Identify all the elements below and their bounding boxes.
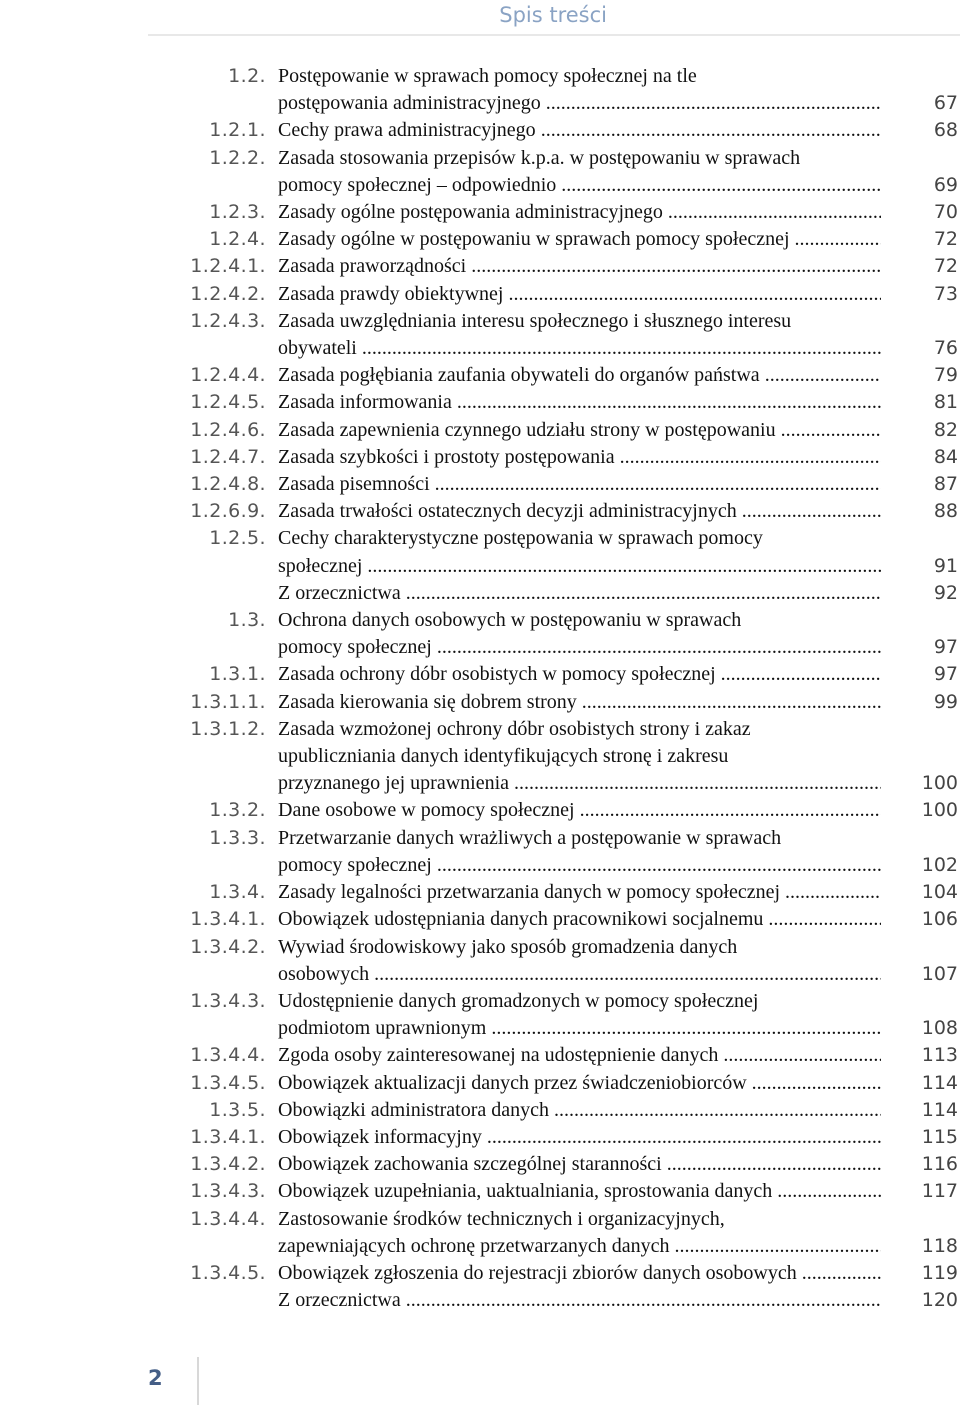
toc-entry-title xyxy=(278,906,881,933)
toc-entry-title-line: Zasada szybkości i prostoty postępowania ..... xyxy=(278,444,881,471)
toc-entry-number: 1.2. xyxy=(228,65,266,87)
toc-entry-title-line: Zasady legalności przetwarzania danych w pomocy społecznej ..... xyxy=(278,879,881,906)
toc-entry-number: 1.2.6.9. xyxy=(190,500,266,523)
toc-entry[interactable] xyxy=(0,1206,960,1260)
toc-entry-title xyxy=(278,444,881,471)
toc-entry-number: 1.3.1.1. xyxy=(190,690,266,713)
toc-entry[interactable] xyxy=(0,879,960,906)
toc-entry[interactable] xyxy=(0,1042,960,1069)
toc-entry-page: 114 xyxy=(921,1071,958,1094)
toc-entry-title-line: osobowych ..... xyxy=(278,961,881,988)
toc-entry-number: 1.2.4.7. xyxy=(190,445,266,468)
toc-entry-title-line: Obowiązek udostępniania danych pracownikowi socjalnemu ..... xyxy=(278,906,881,933)
footer-divider xyxy=(197,1357,199,1405)
toc-entry-number: 1.3.5. xyxy=(209,1098,266,1121)
toc-entry-page: 79 xyxy=(933,364,958,387)
toc-entry[interactable] xyxy=(0,117,960,144)
toc-entry[interactable] xyxy=(0,1287,960,1314)
toc-entry-title xyxy=(278,1042,881,1069)
toc-entry-number: 1.3.4.5. xyxy=(190,1071,266,1094)
toc-entry-title-line: Z orzecznictwa ..... xyxy=(278,1287,881,1314)
toc-entry-title xyxy=(278,362,881,389)
toc-entry-title xyxy=(278,1287,881,1314)
toc-entry-title-line: Cechy charakterystyczne postępowania w sprawach pomocy xyxy=(278,527,763,550)
toc-entry-page: 69 xyxy=(933,173,958,196)
toc-entry-title-line: Zasada prawdy obiektywnej ..... xyxy=(278,281,881,308)
toc-entry-title xyxy=(278,389,881,416)
toc-entry-title-line: Zasada praworządności ..... xyxy=(278,253,881,280)
toc-entry[interactable] xyxy=(0,607,960,661)
toc-entry-page: 73 xyxy=(933,282,958,305)
toc-entry-title-line: społecznej ..... xyxy=(278,553,881,580)
toc-entry-title xyxy=(278,417,881,444)
toc-entry-title-line: postępowania administracyjnego ..... xyxy=(278,90,881,117)
toc-entry-title-line: Wywiad środowiskowy jako sposób gromadzenia danych xyxy=(278,935,738,958)
toc-entry-title-line: Postępowanie w sprawach pomocy społecznej na tle xyxy=(278,65,697,87)
toc-entry-page: 113 xyxy=(921,1044,958,1067)
toc-entry-title xyxy=(278,1097,881,1124)
toc-entry-number: 1.3.3. xyxy=(209,826,266,849)
toc-entry[interactable] xyxy=(0,145,960,199)
toc-entry-title xyxy=(278,1070,881,1097)
toc-entry[interactable] xyxy=(0,444,960,471)
toc-entry[interactable] xyxy=(0,308,960,362)
toc-entry-title-line: Zasada ochrony dóbr osobistych w pomocy społecznej ..... xyxy=(278,661,881,688)
toc-entry-title-line: Z orzecznictwa ..... xyxy=(278,580,881,607)
toc-entry-title-line: zapewniających ochronę przetwarzanych danych ..... xyxy=(278,1233,881,1260)
toc-entry[interactable] xyxy=(0,1070,960,1097)
toc-entry-title-line: Zasada kierowania się dobrem strony ..... xyxy=(278,689,881,716)
toc-entry-page: 72 xyxy=(933,228,958,251)
toc-entry-page: 107 xyxy=(921,962,958,985)
toc-entry-page: 119 xyxy=(921,1261,958,1284)
toc-entry-number: 1.2.4.1. xyxy=(190,255,266,278)
toc-entry-number: 1.2.4.5. xyxy=(190,391,266,414)
toc-entry-title-line: Zgoda osoby zainteresowanej na udostępnienie danych ..... xyxy=(278,1042,881,1069)
toc-entry-title xyxy=(278,226,881,253)
toc-entry-title xyxy=(278,308,881,362)
toc-entry[interactable] xyxy=(0,498,960,525)
toc-entry-title xyxy=(278,525,881,579)
toc-entry[interactable] xyxy=(0,689,960,716)
toc-entry-number: 1.3.4.4. xyxy=(190,1207,266,1230)
toc-entry-title-line: Przetwarzanie danych wrażliwych a postępowanie w sprawach xyxy=(278,826,782,849)
toc-entry-title xyxy=(278,689,881,716)
toc-entry-number: 1.3.4.1. xyxy=(190,908,266,931)
toc-entry-title-line: Zastosowanie środków technicznych i organizacyjnych, xyxy=(278,1207,725,1230)
toc-entry-title xyxy=(278,471,881,498)
toc-entry-title xyxy=(278,498,881,525)
toc-entry-title-line: pomocy społecznej – odpowiednio ..... xyxy=(278,172,881,199)
header-divider xyxy=(148,34,960,36)
toc-entry-number: 1.3.4.4. xyxy=(190,1044,266,1067)
page-title: Spis treści xyxy=(499,3,607,27)
toc-entry-title xyxy=(278,145,881,199)
toc-entry-title xyxy=(278,117,881,144)
toc-entry-page: 99 xyxy=(933,690,958,713)
toc-entry-title-line: Cechy prawa administracyjnego ..... xyxy=(278,117,881,144)
toc-entry-title-line: Obowiązek zgłoszenia do rejestracji zbiorów danych osobowych ..... xyxy=(278,1260,881,1287)
toc-entry[interactable] xyxy=(0,906,960,933)
toc-entry-title-line: Obowiązek uzupełniania, uaktualniania, sprostowania danych ..... xyxy=(278,1178,881,1205)
toc-entry-number: 1.3.4.1. xyxy=(190,1125,266,1148)
toc-entry-title xyxy=(278,253,881,280)
toc-entry[interactable] xyxy=(0,525,960,579)
toc-entry-title xyxy=(278,797,881,824)
toc-entry-title-line: Obowiązek zachowania szczególnej staranności ..... xyxy=(278,1151,881,1178)
toc-entry-title-line: upubliczniania danych identyfikujących stronę i zakresu xyxy=(278,745,729,768)
toc-entry-title-line: Zasada informowania ..... xyxy=(278,389,881,416)
toc-entry-number: 1.3. xyxy=(228,609,266,632)
toc-entry-page: 106 xyxy=(921,908,958,931)
toc-entry[interactable] xyxy=(0,417,960,444)
toc-entry[interactable] xyxy=(0,362,960,389)
toc-entry-title xyxy=(278,1151,881,1178)
toc-entry-number: 1.2.4. xyxy=(209,228,266,251)
toc-entry[interactable] xyxy=(0,716,960,798)
toc-entry[interactable] xyxy=(0,825,960,879)
toc-entry-title-line: obywateli ..... xyxy=(278,335,881,362)
toc-entry-title xyxy=(278,1260,881,1287)
toc-entry-page: 81 xyxy=(933,391,958,414)
toc-entry-page: 88 xyxy=(933,500,958,523)
toc-entry-page: 68 xyxy=(933,119,958,142)
toc-entry-title xyxy=(278,281,881,308)
toc-entry-page: 84 xyxy=(933,445,958,468)
toc-entry-page: 97 xyxy=(933,663,958,686)
toc-entry-page: 100 xyxy=(921,799,958,822)
toc-entry[interactable] xyxy=(0,1178,960,1205)
toc-entry[interactable] xyxy=(0,1151,960,1178)
toc-entry-number: 1.2.4.3. xyxy=(190,309,266,332)
toc-entry-page: 87 xyxy=(933,473,958,496)
toc-entry[interactable] xyxy=(0,797,960,824)
toc-entry-page: 76 xyxy=(933,337,958,360)
toc-entry-number: 1.3.4.3. xyxy=(190,1180,266,1203)
toc-entry-page: 92 xyxy=(933,581,958,604)
toc-entry-number: 1.3.4.2. xyxy=(190,1153,266,1176)
toc-entry-title-line: Obowiązki administratora danych ..... xyxy=(278,1097,881,1124)
toc-entry-title xyxy=(278,63,881,117)
toc-entry[interactable] xyxy=(0,471,960,498)
toc-entry-title-line: Dane osobowe w pomocy społecznej ..... xyxy=(278,797,881,824)
page-number: 2 xyxy=(148,1366,163,1390)
toc-entry-page: 120 xyxy=(921,1289,958,1312)
toc-entry-page: 72 xyxy=(933,255,958,278)
toc-entry[interactable] xyxy=(0,580,960,607)
toc-entry-title-line: Zasada wzmożonej ochrony dóbr osobistych strony i zakaz xyxy=(278,717,751,740)
toc-entry[interactable] xyxy=(0,934,960,988)
toc-entry-title-line: Zasada trwałości ostatecznych decyzji administracyjnych ..... xyxy=(278,498,881,525)
toc-entry-number: 1.2.3. xyxy=(209,201,266,224)
toc-entry-title-line: Zasada pogłębiania zaufania obywateli do organów państwa ..... xyxy=(278,362,881,389)
toc-entry-title xyxy=(278,716,881,798)
toc-entry[interactable] xyxy=(0,199,960,226)
toc-entry-number: 1.2.4.6. xyxy=(190,418,266,441)
table-of-contents xyxy=(0,63,960,1314)
toc-entry-title-line: Zasady ogólne w postępowaniu w sprawach pomocy społecznej ..... xyxy=(278,226,881,253)
toc-entry-title xyxy=(278,1178,881,1205)
toc-entry-page: 118 xyxy=(921,1234,958,1257)
toc-entry-page: 100 xyxy=(921,772,958,795)
toc-entry-page: 67 xyxy=(933,92,958,115)
toc-entry-number: 1.3.2. xyxy=(209,799,266,822)
toc-entry-title xyxy=(278,879,881,906)
toc-entry-title-line: Obowiązek aktualizacji danych przez świadczeniobiorców ..... xyxy=(278,1070,881,1097)
toc-entry-title xyxy=(278,1124,881,1151)
toc-entry-title xyxy=(278,607,881,661)
toc-entry[interactable] xyxy=(0,389,960,416)
toc-entry-page: 82 xyxy=(933,418,958,441)
toc-entry-title xyxy=(278,661,881,688)
toc-entry-number: 1.2.4.8. xyxy=(190,473,266,496)
toc-entry-number: 1.3.1. xyxy=(209,663,266,686)
toc-entry-title-line: Zasada uwzględniania interesu społecznego i słusznego interesu xyxy=(278,309,792,332)
toc-entry-title-line: Udostępnienie danych gromadzonych w pomocy społecznej xyxy=(278,989,759,1012)
toc-entry-page: 108 xyxy=(921,1017,958,1040)
toc-entry-number: 1.3.4.2. xyxy=(190,935,266,958)
toc-entry-page: 116 xyxy=(921,1153,958,1176)
toc-entry-title-line: Zasada pisemności ..... xyxy=(278,471,881,498)
toc-entry-title-line: pomocy społecznej ..... xyxy=(278,634,881,661)
toc-entry-title-line: Zasada stosowania przepisów k.p.a. w postępowaniu w sprawach xyxy=(278,146,801,169)
toc-entry-title xyxy=(278,580,881,607)
toc-entry-title xyxy=(278,199,881,226)
toc-entry-number: 1.2.4.4. xyxy=(190,364,266,387)
toc-entry-number: 1.2.2. xyxy=(209,146,266,169)
toc-entry-title-line: podmiotom uprawnionym ..... xyxy=(278,1015,881,1042)
toc-entry-number: 1.3.4. xyxy=(209,881,266,904)
toc-entry[interactable] xyxy=(0,226,960,253)
toc-entry[interactable] xyxy=(0,1124,960,1151)
toc-entry-title-line: Zasada zapewnienia czynnego udziału strony w postępowaniu ..... xyxy=(278,417,881,444)
toc-entry-title-line: pomocy społecznej ..... xyxy=(278,852,881,879)
toc-entry-page: 102 xyxy=(921,853,958,876)
toc-entry-title xyxy=(278,1206,881,1260)
toc-entry-title xyxy=(278,825,881,879)
toc-entry[interactable] xyxy=(0,253,960,280)
toc-entry-title-line: Ochrona danych osobowych w postępowaniu w sprawach xyxy=(278,609,742,632)
toc-entry-page: 91 xyxy=(933,554,958,577)
toc-entry[interactable] xyxy=(0,1260,960,1287)
toc-entry-page: 70 xyxy=(933,201,958,224)
toc-entry-page: 115 xyxy=(921,1125,958,1148)
toc-entry-page: 114 xyxy=(921,1098,958,1121)
toc-entry-title xyxy=(278,934,881,988)
toc-entry-number: 1.2.5. xyxy=(209,527,266,550)
toc-entry-title-line: Obowiązek informacyjny ..... xyxy=(278,1124,881,1151)
toc-entry-number: 1.3.4.3. xyxy=(190,989,266,1012)
toc-entry[interactable] xyxy=(0,988,960,1042)
toc-entry-page: 104 xyxy=(921,881,958,904)
toc-entry-number: 1.2.1. xyxy=(209,119,266,142)
toc-entry[interactable] xyxy=(0,661,960,688)
toc-entry-number: 1.3.1.2. xyxy=(190,717,266,740)
toc-entry-page: 117 xyxy=(921,1180,958,1203)
toc-entry-title-line: przyznanego jej uprawnienia ..... xyxy=(278,770,881,797)
toc-entry-title-line: Zasady ogólne postępowania administracyjnego ..... xyxy=(278,199,881,226)
toc-entry-title xyxy=(278,988,881,1042)
toc-entry-number: 1.3.4.5. xyxy=(190,1261,266,1284)
toc-entry[interactable] xyxy=(0,281,960,308)
toc-entry-number: 1.2.4.2. xyxy=(190,282,266,305)
toc-entry-page: 97 xyxy=(933,636,958,659)
toc-entry[interactable] xyxy=(0,1097,960,1124)
toc-entry[interactable] xyxy=(0,63,960,117)
